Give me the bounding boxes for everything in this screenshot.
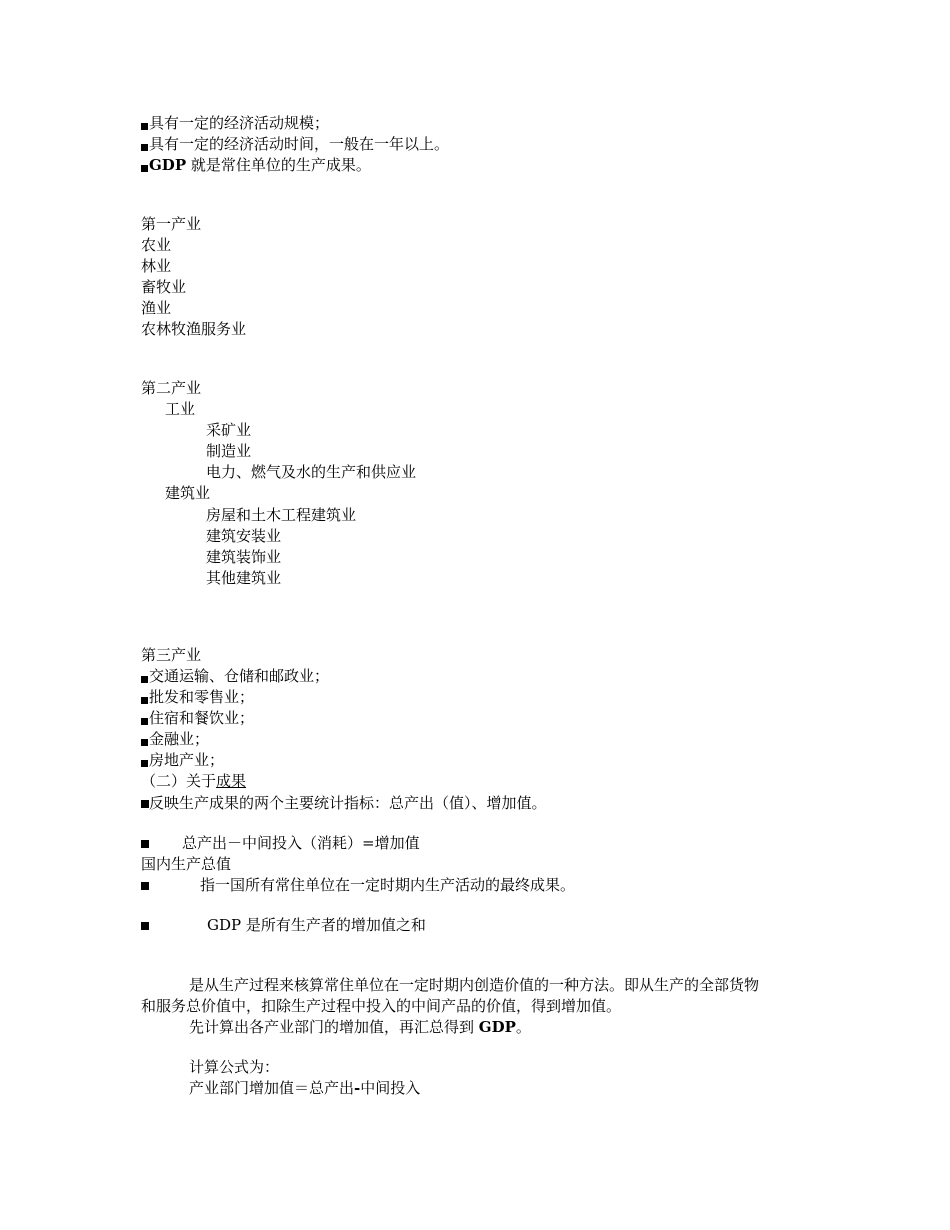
section-heading: （二）关于成果	[141, 772, 247, 790]
list-item: 渔业	[141, 299, 172, 317]
bullet-item: 金融业；	[141, 729, 209, 750]
square-bullet-icon	[141, 123, 148, 130]
bullet-item: 交通运输、仓储和邮政业；	[141, 666, 329, 687]
square-bullet-icon	[141, 760, 148, 767]
square-bullet-icon	[141, 144, 148, 151]
list-item: 制造业	[206, 442, 252, 460]
square-bullet-icon	[141, 739, 148, 746]
secondary-industry-title: 第二产业	[141, 379, 202, 397]
list-item: 建筑装饰业	[206, 548, 282, 566]
method-paragraph-line: 和服务总价值中，扣除生产过程中投入的中间产品的价值，得到增加值。	[141, 997, 622, 1015]
square-bullet-icon	[141, 922, 149, 930]
method-paragraph-line: 是从生产过程来核算常住单位在一定时期内创造价值的一种方法。即从生产的全部货物	[189, 976, 760, 994]
list-item: 建筑安装业	[206, 527, 282, 545]
bullet-item: 总产出－中间投入（消耗）=增加值	[141, 833, 420, 854]
square-bullet-icon	[141, 697, 148, 704]
bullet-item: 批发和零售业；	[141, 687, 254, 708]
formula-label: 计算公式为：	[189, 1058, 280, 1076]
formula-text: 产业部门增加值＝总产出-中间投入	[189, 1079, 421, 1097]
square-bullet-icon	[141, 165, 148, 172]
method-paragraph-line: 先计算出各产业部门的增加值，再汇总得到 GDP。	[189, 1018, 531, 1036]
gdp-heading: 国内生产总值	[141, 855, 232, 873]
list-item: 房屋和土木工程建筑业	[206, 506, 357, 524]
results-link[interactable]: 成果	[216, 772, 247, 790]
list-item: 电力、燃气及水的生产和供应业	[206, 463, 417, 481]
list-item: 畜牧业	[141, 278, 187, 296]
tertiary-industry-title: 第三产业	[141, 646, 202, 664]
square-bullet-icon	[141, 800, 149, 808]
bullet-item: 具有一定的经济活动时间，一般在一年以上。	[141, 134, 449, 155]
primary-industry-title: 第一产业	[141, 215, 202, 233]
list-item: 农业	[141, 236, 172, 254]
list-item: 其他建筑业	[206, 569, 282, 587]
list-item: 林业	[141, 257, 172, 275]
industry-heading: 工业	[165, 400, 196, 418]
bullet-item: 房地产业；	[141, 750, 224, 771]
bullet-item: GDP 就是常住单位的生产成果。	[141, 155, 371, 176]
bullet-item: 具有一定的经济活动规模；	[141, 113, 329, 134]
square-bullet-icon	[141, 840, 149, 848]
bullet-item: 指一国所有常住单位在一定时期内生产活动的最终成果。	[141, 875, 575, 896]
construction-heading: 建筑业	[165, 484, 211, 502]
bullet-item: GDP 是所有生产者的增加值之和	[141, 915, 426, 936]
bullet-item: 住宿和餐饮业；	[141, 708, 254, 729]
square-bullet-icon	[141, 882, 149, 890]
list-item: 农林牧渔服务业	[141, 320, 247, 338]
list-item: 采矿业	[206, 421, 252, 439]
bullet-item: 反映生产成果的两个主要统计指标：总产出（值）、增加值。	[141, 793, 547, 814]
square-bullet-icon	[141, 676, 148, 683]
square-bullet-icon	[141, 718, 148, 725]
